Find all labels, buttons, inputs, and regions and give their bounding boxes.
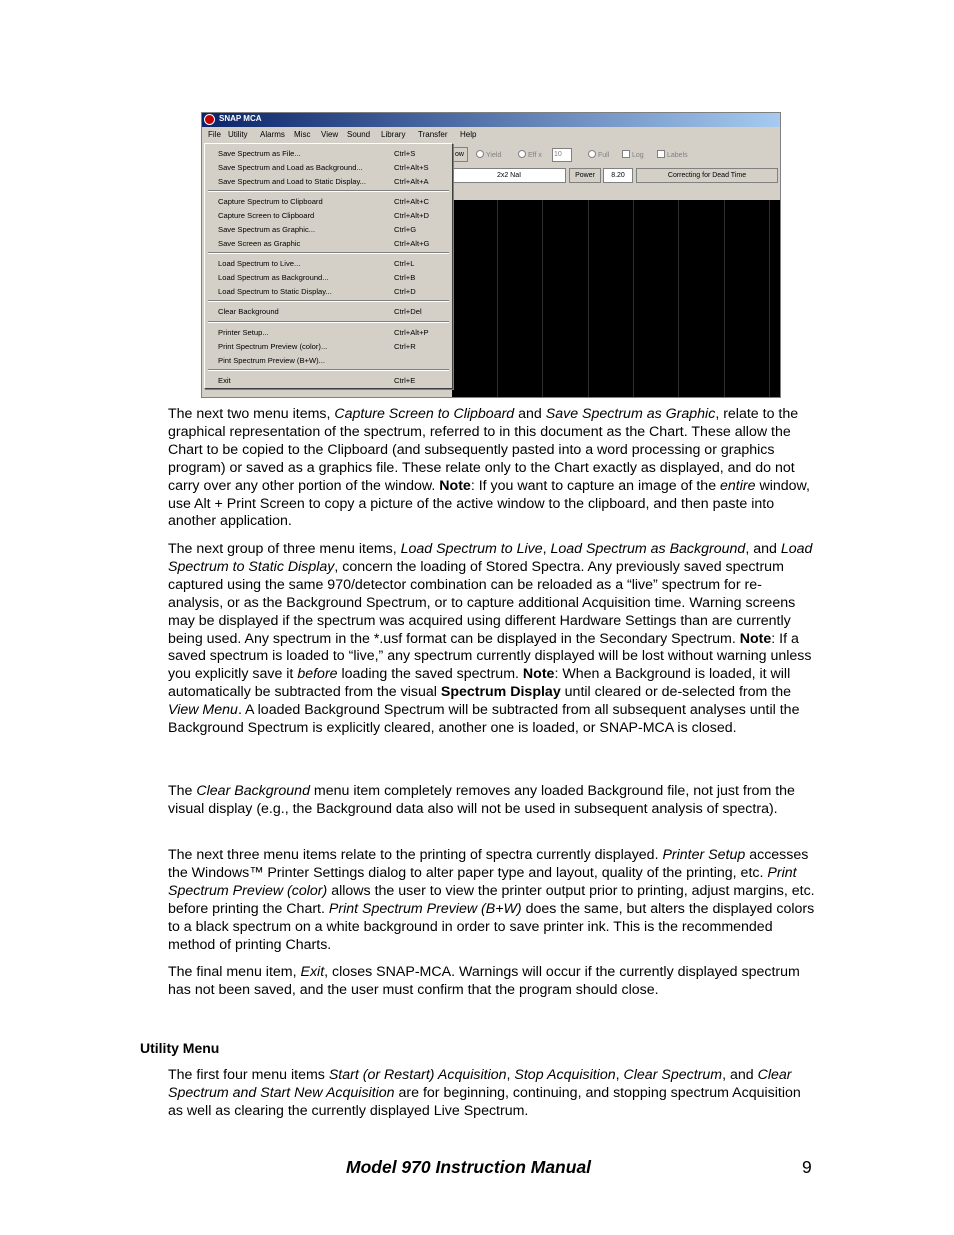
grid-line: [724, 200, 725, 398]
status-row: [452, 168, 778, 183]
grid-line: [542, 200, 543, 398]
window-titlebar: [202, 113, 780, 127]
menu-item-capture-screen-clipboard[interactable]: Capture Screen to Clipboard: [218, 211, 315, 220]
menu-shortcut: Ctrl+S: [394, 149, 416, 158]
paragraph-exit: The final menu item, Exit, closes SNAP-MCA. Warnings will occur if the currently displayed spectrum has not been saved, and the user must confirm that the program should close.: [168, 964, 800, 998]
radio-icon: [588, 150, 596, 158]
checkbox-icon: [622, 150, 630, 158]
menu-library[interactable]: Library: [381, 130, 406, 139]
menu-shortcut: Ctrl+Alt+S: [394, 163, 429, 172]
menu-item-print-preview-bw[interactable]: Pint Spectrum Preview (B+W)...: [218, 356, 325, 365]
deadtime-status: Correcting for Dead Time: [636, 168, 778, 183]
menu-file[interactable]: File: [208, 130, 221, 139]
app-screenshot: [201, 112, 781, 398]
grid-line: [588, 200, 589, 398]
menu-shortcut: Ctrl+G: [394, 225, 417, 234]
yield-radio[interactable]: Yield: [476, 150, 501, 159]
menu-separator: [208, 321, 449, 323]
toolbar-button[interactable]: ow: [452, 147, 468, 162]
menu-item-load-live[interactable]: Load Spectrum to Live...: [218, 259, 301, 268]
toolbar: [452, 145, 781, 165]
menu-item-save-spectrum-as-file[interactable]: Save Spectrum as File...: [218, 149, 301, 158]
paragraph-capture: The next two menu items, Capture Screen to Clipboard and Save Spectrum as Graphic, relate to the graphical representation of the spectrum, referred to in this document as the Chart. These allow the Chart to be copied to the Clipboard (and subsequently pasted into a word processing or graphics program) or saved as a graphics file. These relate only to the Chart exactly as displayed, and do not carry over any other portion of the window. Note: If you want to capture an image of the entire window, use Alt + Print Screen to copy a picture of the active window to the clipboard, and then paste into another application.: [168, 406, 810, 530]
eff-spin-input[interactable]: 10: [552, 148, 572, 162]
menu-utility[interactable]: Utility: [228, 130, 248, 139]
power-value: 8.20: [603, 168, 633, 183]
menu-shortcut: Ctrl+R: [394, 342, 416, 351]
menu-alarms[interactable]: Alarms: [260, 130, 285, 139]
menu-shortcut: Ctrl+Alt+G: [394, 239, 430, 248]
menu-separator: [208, 369, 449, 371]
paragraph-load: The next group of three menu items, Load Spectrum to Live, Load Spectrum as Background, and Load Spectrum to Static Display, concern the loading of Stored Spectra. Any previously saved spectrum captured using the same 970/detector combination can be reloaded as a “live” spectrum for re-analysis, or as the Background Spectrum, or to capture additional Acquisition time. Warning screens may be displayed if the spectrum was acquired using different Hardware Settings than are currently being used. Any spectrum in the *.usf format can be displayed in the Secondary Spectrum. Note: If a saved spectrum is loaded to “live,” any spectrum currently displayed will be lost without warning unless you explicitly save it before loading the saved spectrum. Note: When a Background is loaded, it will automatically be subtracted from the visual Spectrum Display until cleared or de-selected from the View Menu. A loaded Background Spectrum will be subtracted from all subsequent analyses until the Background Spectrum is explicitly cleared, another one is loaded, or SNAP-MCA is closed.: [168, 541, 813, 737]
log-checkbox[interactable]: Log: [622, 150, 644, 159]
menu-item-capture-spectrum-clipboard[interactable]: Capture Spectrum to Clipboard: [218, 197, 323, 206]
spectrum-plot-area[interactable]: [452, 200, 781, 398]
menu-item-print-preview-color[interactable]: Print Spectrum Preview (color)...: [218, 342, 328, 351]
app-logo-icon: [204, 114, 215, 125]
menu-shortcut: Ctrl+Alt+P: [394, 328, 429, 337]
menu-item-load-static[interactable]: Load Spectrum to Static Display...: [218, 287, 332, 296]
menu-shortcut: Ctrl+B: [394, 273, 416, 282]
paragraph-utility: The first four menu items Start (or Restart) Acquisition, Stop Acquisition, Clear Spectrum, and Clear Spectrum and Start New Acquisition are for beginning, continuing, and stopping spectrum Acquisition as well as clearing the currently displayed Live Spectrum.: [168, 1067, 801, 1119]
menu-item-save-screen-graphic[interactable]: Save Screen as Graphic: [218, 239, 301, 248]
footer-title: Model 970 Instruction Manual: [346, 1157, 592, 1177]
menu-item-clear-background[interactable]: Clear Background: [218, 307, 279, 316]
grid-line: [678, 200, 679, 398]
menu-item-printer-setup[interactable]: Printer Setup...: [218, 328, 269, 337]
eff-radio[interactable]: Eff x: [518, 150, 542, 159]
menu-item-save-spectrum-graphic[interactable]: Save Spectrum as Graphic...: [218, 225, 316, 234]
file-dropdown-menu: [204, 143, 453, 389]
menu-item-save-load-static[interactable]: Save Spectrum and Load to Static Display...: [218, 177, 367, 186]
menu-shortcut: Ctrl+Del: [394, 307, 422, 316]
menu-separator: [208, 300, 449, 302]
menu-misc[interactable]: Misc: [294, 130, 311, 139]
menu-shortcut: Ctrl+Alt+C: [394, 197, 430, 206]
radio-icon: [476, 150, 484, 158]
menu-separator: [208, 252, 449, 254]
menu-shortcut: Ctrl+L: [394, 259, 415, 268]
menu-help[interactable]: Help: [460, 130, 477, 139]
labels-checkbox[interactable]: Labels: [657, 150, 688, 159]
menu-item-exit[interactable]: Exit: [218, 376, 231, 385]
paragraph-printing: The next three menu items relate to the printing of spectra currently displayed. Printer Setup accesses the Windows™ Printer Settings dialog to alter paper type and layout, quality of the printing, etc. Print Spectrum Preview (color) allows the user to view the printer output prior to printing, adjust margins, etc. before printing the Chart. Print Spectrum Preview (B+W) does the same, but alters the displayed colors to a black spectrum on a white background in order to save printer ink. This is the recommended method of printing Charts.: [168, 847, 815, 953]
menu-separator: [208, 190, 449, 192]
window-title: SNAP MCA: [219, 114, 262, 123]
paragraph-clear-background: The Clear Background menu item completely removes any loaded Background file, not just from the visual display (e.g., the Background data also will not be used in subsequent analysis of spectra).: [168, 783, 795, 817]
menu-sound[interactable]: Sound: [347, 130, 371, 139]
radio-icon: [518, 150, 526, 158]
power-label: Power: [569, 168, 601, 183]
menu-item-save-load-background[interactable]: Save Spectrum and Load as Background...: [218, 163, 363, 172]
menu-transfer[interactable]: Transfer: [418, 130, 448, 139]
detector-field: 2x2 NaI: [452, 168, 566, 183]
grid-line: [633, 200, 634, 398]
section-heading: Utility Menu: [140, 1040, 220, 1056]
menu-view[interactable]: View: [321, 130, 339, 139]
grid-line: [497, 200, 498, 398]
menu-shortcut: Ctrl+Alt+A: [394, 177, 429, 186]
menubar: [202, 128, 780, 142]
menu-shortcut: Ctrl+E: [394, 376, 416, 385]
menu-shortcut: Ctrl+Alt+D: [394, 211, 430, 220]
checkbox-icon: [657, 150, 665, 158]
page-number: 9: [802, 1157, 812, 1177]
menu-shortcut: Ctrl+D: [394, 287, 416, 296]
grid-line: [769, 200, 770, 398]
menu-item-load-background[interactable]: Load Spectrum as Background...: [218, 273, 329, 282]
full-radio[interactable]: Full: [588, 150, 609, 159]
